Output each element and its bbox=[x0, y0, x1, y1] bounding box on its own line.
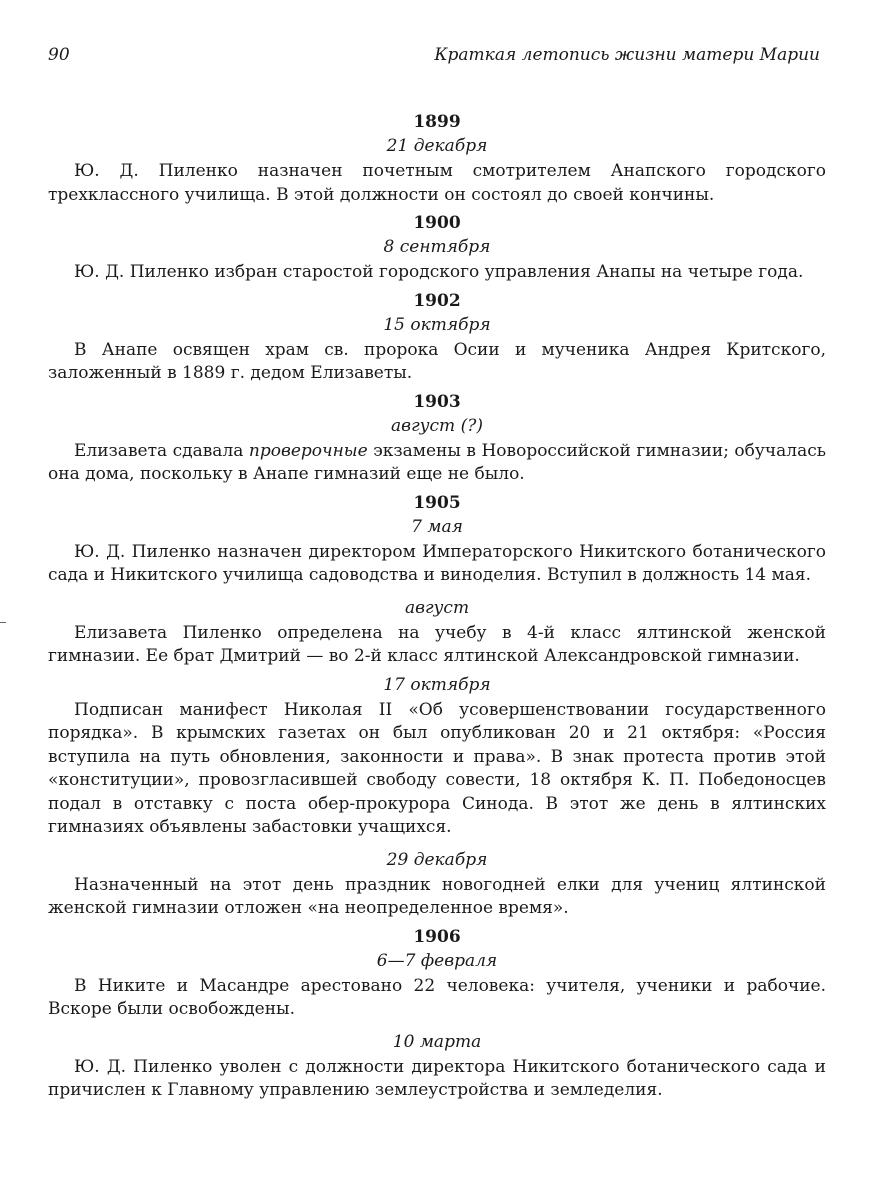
chronicle-entry: Подписан манифест Николая II «Об усовершенствовании государственного порядка». В крымских газетах он был опубликован 20 и 21 октября: «Россия вступила на путь обновления, законности и права». В знак протеста против этой «конституции», провозгласившей свободу совести, 18 октября К. П. Победоносцев подал в отставку с поста обер-прокурора Синода. В этот же день в ялтинских гимназиях объявлены забастовки учащихся. bbox=[48, 699, 826, 837]
date-heading: 6—7 февраля bbox=[376, 950, 498, 971]
chronicle-entry: Елизавета Пиленко определена на учебу в 4-й класс ялтинской женской гимназии. Ее брат Дмитрий — во 2-й класс ялтинской Александровской гимназии. bbox=[48, 622, 826, 666]
chronicle-entry: В Анапе освящен храм св. пророка Осии и мученика Андрея Критского, заложенный в 1889 г. дедом Елизаветы. bbox=[48, 339, 826, 383]
year-heading: 1899 bbox=[413, 112, 461, 132]
date-heading: август bbox=[404, 597, 470, 618]
margin-mark bbox=[0, 622, 6, 623]
date-heading: 7 мая bbox=[411, 516, 463, 537]
entry-text-part: экзамены в Новороссийской гимназии; обучалась она дома, поскольку в Анапе гимназий еще не было. bbox=[48, 440, 826, 484]
date-heading: 8 сентября bbox=[383, 237, 491, 257]
entry-text-part: Елизавета сдавала bbox=[74, 440, 249, 461]
page-number: 90 bbox=[48, 45, 70, 65]
chronicle-entry: Назначенный на этот день праздник новогодней елки для учениц ялтинской женской гимназии отложен «на неопределенное время». bbox=[48, 874, 826, 918]
running-title: Краткая летопись жизни матери Марии bbox=[434, 45, 820, 65]
emphasized-word: проверочные bbox=[248, 440, 368, 461]
date-heading: 10 марта bbox=[392, 1031, 482, 1052]
chronicle-entry: В Никите и Масандре арестовано 22 человека: учителя, ученики и рабочие. Вскоре были освобождены. bbox=[48, 975, 826, 1019]
date-heading: август (?) bbox=[391, 415, 483, 436]
date-heading: 29 декабря bbox=[386, 849, 488, 870]
year-heading: 1903 bbox=[413, 391, 461, 412]
chronicle-entry: Ю. Д. Пиленко избран старостой городского управления Анапы на четыре года. bbox=[74, 262, 804, 282]
chronicle-body bbox=[48, 110, 826, 1107]
year-heading: 1906 bbox=[413, 926, 461, 947]
year-heading: 1900 bbox=[413, 213, 461, 233]
chronicle-entry: Ю. Д. Пиленко назначен директором Императорского Никитского ботанического сада и Никитского училища садоводства и виноделия. Вступил в должность 14 мая. bbox=[48, 541, 826, 585]
running-head bbox=[48, 45, 820, 71]
chronicle-entry: Ю. Д. Пиленко уволен с должности директора Никитского ботанического сада и причислен к Главному управлению землеустройства и земледелия. bbox=[48, 1056, 826, 1100]
date-heading: 15 октября bbox=[383, 314, 491, 335]
year-heading: 1902 bbox=[413, 290, 461, 311]
chronicle-entry: Ю. Д. Пиленко назначен почетным смотрителем Анапского городского трехклассного училища. В этой должности он состоял до своей кончины. bbox=[48, 161, 826, 205]
date-heading: 21 декабря bbox=[386, 136, 488, 156]
date-heading: 17 октября bbox=[383, 674, 491, 695]
chronicle-entry bbox=[48, 440, 826, 487]
year-heading: 1905 bbox=[413, 492, 461, 513]
